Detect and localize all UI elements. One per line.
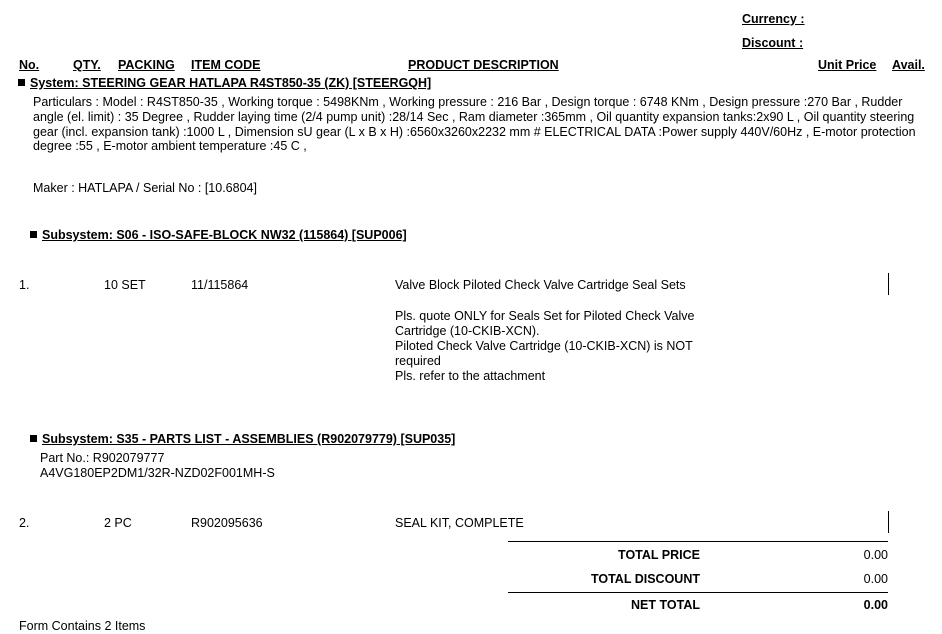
total-price-label: TOTAL PRICE <box>618 548 700 562</box>
totals-divider <box>508 541 888 542</box>
part-model: A4VG180EP2DM1/32R-NZD02F001MH-S <box>40 466 275 480</box>
column-header-qty: QTY. <box>73 58 101 72</box>
column-header-product-description: PRODUCT DESCRIPTION <box>408 58 559 72</box>
item-note: Pls. refer to the attachment <box>395 369 546 383</box>
item-code: 11/115864 <box>191 278 249 292</box>
item-note: Piloted Check Valve Cartridge (10-CKIB-XCN) is NOT <box>395 339 693 353</box>
row-divider <box>888 511 889 533</box>
system-particulars: Particulars : Model : R4ST850-35 , Working torque : 5498KNm , Working pressure : 216 Bar , Design torque : 6748 KNm , Design pressure :270 Bar , Rudder angle (el. limit) : 35 Degree , Rudder laying time (2/4 pump unit) :28/14 Sec , Ram diameter :365mm , Oil quantity expansion tanks:2x90 L , Oil quantity steering gear (incl. expansion tank) :1000 L , Dimension sU gear (L x B x H) :6560x3260x2232 mm # ELECTRICAL DATA :Power supply 440V/60Hz , E-motor protection degree :55 , E-motor ambient temperature :45 C , <box>33 95 916 154</box>
net-total-value: 0.00 <box>863 598 888 612</box>
column-header-no: No. <box>19 58 40 72</box>
total-discount-label: TOTAL DISCOUNT <box>590 572 700 586</box>
total-price-value: 0.00 <box>863 548 888 562</box>
part-number: Part No.: R902079777 <box>40 451 165 465</box>
form-item-count: Form Contains 2 Items <box>19 619 146 633</box>
item-no: 2. <box>19 516 30 530</box>
subsystem-title: Subsystem: S35 - PARTS LIST - ASSEMBLIES (R902079779) [SUP035] <box>30 432 455 447</box>
discount-label: Discount : <box>742 36 804 50</box>
column-header-avail: Avail. <box>892 58 925 72</box>
column-header-unit-price: Unit Price <box>818 58 877 72</box>
item-note: Pls. quote ONLY for Seals Set for Piloted Check Valve <box>395 309 695 323</box>
item-note: Cartridge (10-CKIB-XCN). <box>395 324 540 338</box>
currency-label: Currency : <box>742 12 805 26</box>
bullet-square-icon <box>30 231 37 238</box>
item-qty: 2 PC <box>104 516 132 530</box>
column-header-item-code: ITEM CODE <box>191 58 261 72</box>
bullet-square-icon <box>30 435 37 442</box>
totals-divider <box>508 592 888 593</box>
system-maker: Maker : HATLAPA / Serial No : [10.6804] <box>33 181 257 195</box>
column-header-packing: PACKING <box>118 58 175 72</box>
net-total-label: NET TOTAL <box>631 598 700 612</box>
total-discount-value: 0.00 <box>863 572 888 586</box>
item-description: SEAL KIT, COMPLETE <box>395 516 524 530</box>
item-note: required <box>395 354 441 368</box>
item-no: 1. <box>19 278 30 292</box>
item-qty: 10 SET <box>104 278 146 292</box>
item-description: Valve Block Piloted Check Valve Cartridge Seal Sets <box>395 278 686 292</box>
bullet-square-icon <box>18 79 25 86</box>
row-divider <box>888 273 889 295</box>
item-code: R902095636 <box>191 516 263 530</box>
subsystem-title: Subsystem: S06 - ISO-SAFE-BLOCK NW32 (115864) [SUP006] <box>30 228 407 243</box>
system-title: System: STEERING GEAR HATLAPA R4ST850-35 (ZK) [STEERGQH] <box>18 76 431 91</box>
